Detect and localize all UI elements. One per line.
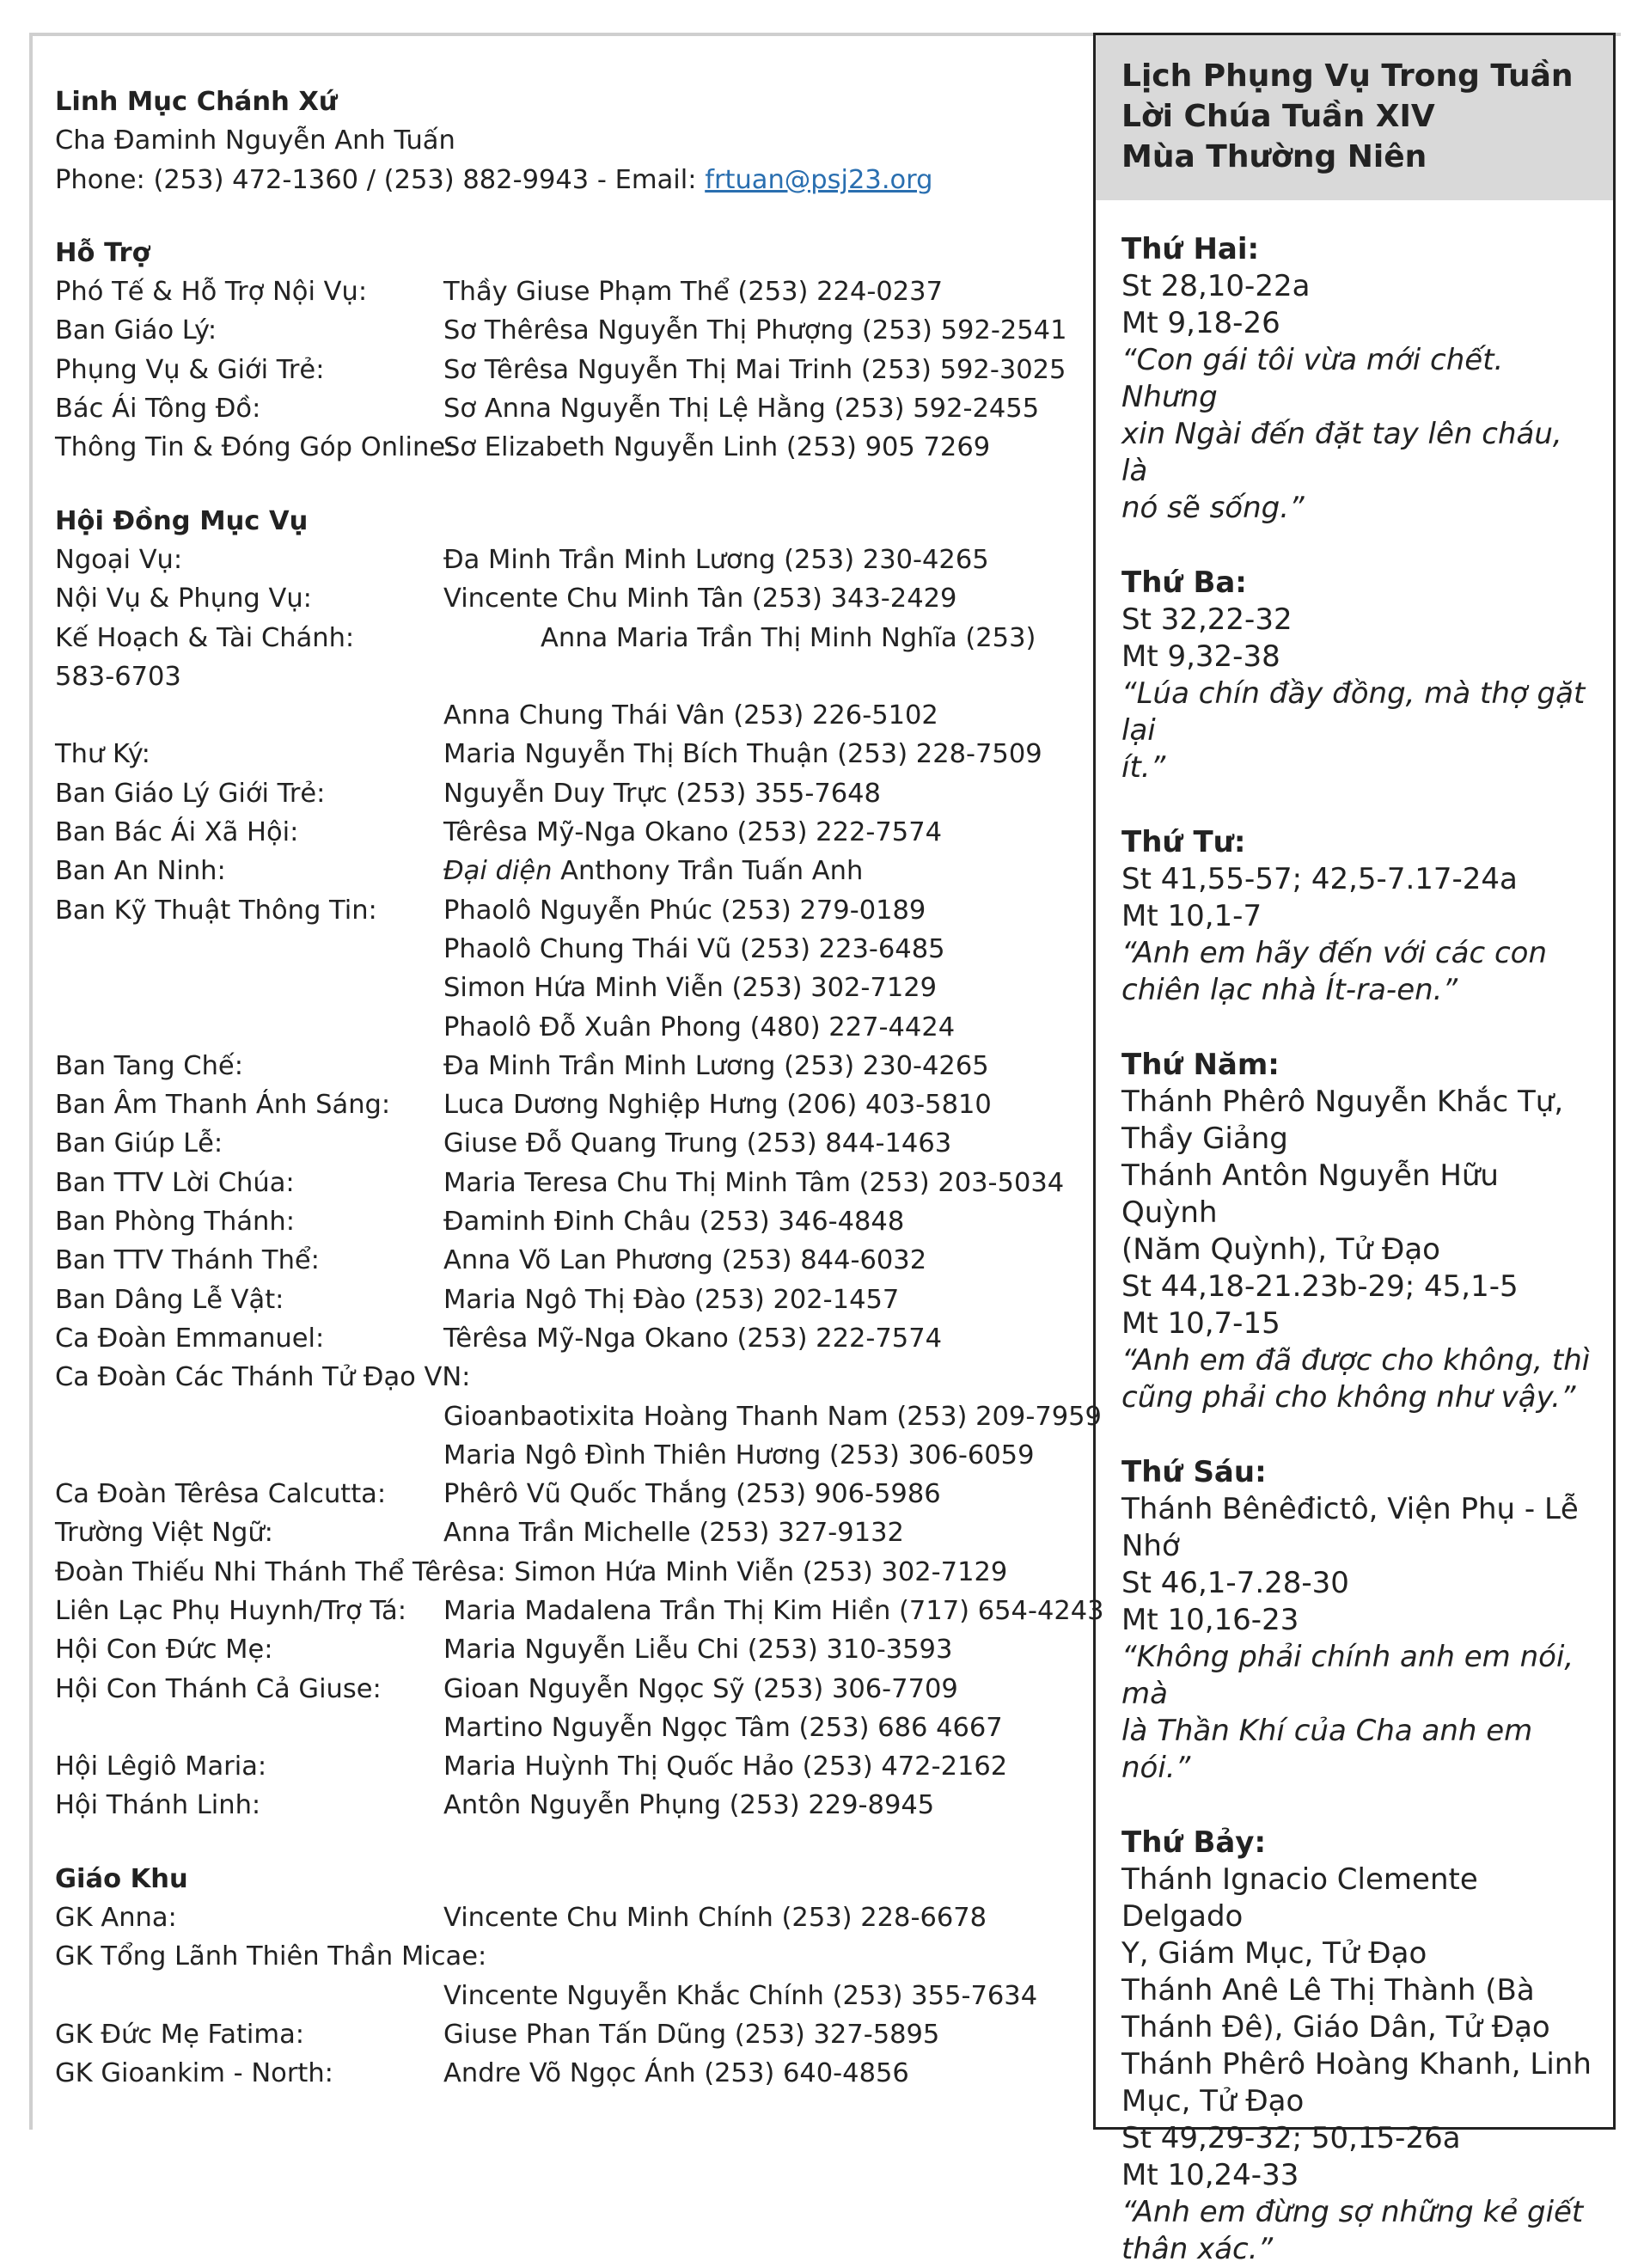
row-value: Vincente Chu Minh Chính (253) 228-6678 [443, 1903, 987, 1934]
directory-row [55, 1319, 1086, 1358]
directory-row [55, 1436, 1086, 1475]
row-value: Anna Võ Lan Phương (253) 844-6032 [443, 1245, 927, 1276]
quote-line: ít.” [1121, 750, 1166, 785]
liturgy-season: Mùa Thường Niên [1121, 139, 1427, 174]
row-value: Gioanbaotixita Hoàng Thanh Nam (253) 209-7959 [443, 1401, 1102, 1432]
row-label: Ca Đoàn Emmanuel: [55, 1323, 325, 1354]
row-label: Hội Thánh Linh: [55, 1790, 261, 1821]
row-value: Simon Hứa Minh Viễn (253) 302-7129 [443, 973, 938, 1004]
row-value: Sơ Têrêsa Nguyễn Thị Mai Trinh (253) 592-3025 [443, 354, 1066, 385]
row-value: Maria Huỳnh Thị Quốc Hảo (253) 472-2162 [443, 1751, 1008, 1782]
directory-row [55, 1670, 1086, 1709]
reading: St 41,55-57; 42,5-7.17-24a [1121, 862, 1518, 896]
directory-row [55, 813, 1086, 852]
liturgy-week: Lời Chúa Tuần XIV [1121, 99, 1435, 134]
row-value: Anna Chung Thái Vân (253) 226-5102 [443, 700, 938, 731]
quote-line: “Con gái tôi vừa mới chết. Nhưng [1121, 343, 1504, 414]
districts-heading: Giáo Khu [55, 1863, 188, 1894]
row-value: Phaolô Chung Thái Vũ (253) 223-6485 [443, 933, 945, 964]
row-label: Thông Tin & Đóng Góp Online: [55, 432, 455, 463]
pastor-phone: Phone: (253) 472-1360 / (253) 882-9943 - Email: [55, 164, 706, 195]
directory-row [55, 1047, 1086, 1085]
directory-row [55, 774, 1086, 813]
liturgy-title: Lịch Phụng Vụ Trong Tuần [1121, 58, 1574, 94]
row-value [443, 852, 863, 890]
quote-line: “Anh em hãy đến với các con [1121, 936, 1548, 970]
liturgy-days [1096, 200, 1613, 2268]
row-value: Giuse Đỗ Quang Trung (253) 844-1463 [443, 1128, 952, 1159]
row-label: Hội Lêgiô Maria: [55, 1751, 267, 1782]
quote-line: là Thần Khí của Cha anh em nói.” [1121, 1714, 1533, 1785]
row-label: GK Anna: [55, 1903, 177, 1934]
row-value: Maria Nguyễn Liễu Chi (253) 310-3593 [443, 1635, 953, 1666]
row-value: Maria Teresa Chu Thị Minh Tâm (253) 203-5034 [443, 1167, 1065, 1198]
directory-row [55, 579, 1086, 618]
row-value: Đa Minh Trần Minh Lương (253) 230-4265 [443, 544, 989, 575]
reading: St 44,18-21.23b-29; 45,1-5 [1121, 1269, 1519, 1304]
row-value: Phaolô Nguyễn Phúc (253) 279-0189 [443, 895, 926, 926]
row-value: Têrêsa Mỹ-Nga Okano (253) 222-7574 [443, 817, 943, 848]
quote-line: “Anh em đừng sợ những kẻ giết [1121, 2195, 1584, 2229]
directory-row [55, 930, 1086, 969]
directory-row [55, 1592, 1104, 1630]
reading: St 28,10-22a [1121, 269, 1311, 303]
row-label: Nội Vụ & Phụng Vụ: [55, 584, 312, 614]
row-value: Đa Minh Trần Minh Lương (253) 230-4265 [443, 1050, 989, 1081]
row-label: Ban TTV Thánh Thể: [55, 1245, 320, 1276]
directory-row [55, 1124, 1086, 1163]
row-label: Liên Lạc Phụ Huynh/Trợ Tá: [55, 1595, 406, 1626]
row-label: Thư Ký: [55, 739, 150, 770]
directory-row [55, 1977, 1086, 2015]
row-label: Ban An Ninh: [55, 856, 226, 887]
quote-line: “Lúa chín đầy đồng, mà thợ gặt lại [1121, 676, 1586, 748]
reading: St 32,22-32 [1121, 602, 1292, 637]
reading: Mt 10,16-23 [1121, 1603, 1299, 1637]
reading: Thánh Ignacio Clemente Delgado [1121, 1862, 1478, 1934]
row-value: Nguyễn Duy Trực (253) 355-7648 [443, 778, 881, 809]
reading: Mt 10,7-15 [1121, 1306, 1280, 1341]
reading: (Năm Quỳnh), Tử Đạo [1121, 1232, 1440, 1267]
row-label: Trường Việt Ngữ: [55, 1518, 273, 1549]
directory-row [55, 1513, 1086, 1552]
row-value: Phaolô Đỗ Xuân Phong (480) 227-4424 [443, 1012, 956, 1042]
reading: Mục, Tử Đạo [1121, 2084, 1305, 2118]
quote-line: chiên lạc nhà Ít-ra-en.” [1121, 973, 1458, 1007]
row-label: Ban Dâng Lễ Vật: [55, 1284, 284, 1315]
reading: Thánh Phêrô Hoàng Khanh, Linh [1121, 2047, 1592, 2082]
row-label: Phó Tế & Hỗ Trợ Nội Vụ: [55, 277, 368, 308]
directory-row [55, 1202, 1086, 1241]
row-label: Ban Giáo Lý: [55, 315, 217, 346]
directory-row [55, 1397, 1102, 1436]
directory-row [55, 541, 1086, 579]
reading: Mt 9,32-38 [1121, 639, 1280, 674]
directory-row [55, 2054, 1086, 2093]
row-label: Ca Đoàn Têrêsa Calcutta: [55, 1479, 387, 1510]
row-label: Ban Tang Chế: [55, 1050, 243, 1081]
day-friday [1121, 1454, 1594, 1787]
row-label: Ban Âm Thanh Ánh Sáng: [55, 1090, 391, 1121]
row-value: Sơ Thêrêsa Nguyễn Thị Phượng (253) 592-2541 [443, 315, 1067, 346]
reading: Y, Giám Mục, Tử Đạo [1121, 1936, 1427, 1971]
directory-row [55, 1747, 1086, 1786]
day-title: Thứ Ba: [1121, 565, 1247, 600]
row-value: Phêrô Vũ Quốc Thắng (253) 906-5986 [443, 1479, 941, 1510]
pastor-email-link[interactable]: frtuan@psj23.org [705, 164, 933, 195]
quote-line: xin Ngài đến đặt tay lên cháu, là [1121, 417, 1562, 488]
row-value: Martino Nguyễn Ngọc Tâm (253) 686 4667 [443, 1712, 1003, 1743]
row-value: Anna Maria Trần Thị Minh Nghĩa (253) [541, 622, 1036, 653]
row-label: Phụng Vụ & Giới Trẻ: [55, 354, 325, 385]
day-title: Thứ Năm: [1121, 1048, 1280, 1082]
reading: Nhớ [1121, 1529, 1180, 1563]
reading: Thầy Giảng [1121, 1122, 1288, 1156]
directory-row [55, 696, 1086, 735]
reading: Thánh Đê), Giáo Dân, Tử Đạo [1121, 2010, 1550, 2045]
pastor-name: Cha Đaminh Nguyễn Anh Tuấn [55, 125, 455, 156]
directory-row [55, 852, 1086, 890]
row-label: Ban TTV Lời Chúa: [55, 1167, 295, 1198]
row-label: Ban Giúp Lễ: [55, 1128, 223, 1159]
row-value: Maria Madalena Trần Thị Kim Hiền (717) 654-4243 [443, 1595, 1104, 1626]
directory-row-wrap: 583-6703 [55, 661, 181, 692]
directory-row [55, 311, 1086, 350]
row-value: Đaminh Đinh Châu (253) 346-4848 [443, 1207, 905, 1238]
council-heading: Hội Đồng Mục Vụ [55, 505, 309, 536]
row-value: Thầy Giuse Phạm Thể (253) 224-0237 [443, 277, 943, 308]
directory-row [55, 1241, 1086, 1280]
row-value: Sơ Anna Nguyễn Thị Lệ Hằng (253) 592-2455 [443, 394, 1040, 425]
directory-row [55, 428, 1086, 467]
row-label: Ban Giáo Lý Giới Trẻ: [55, 778, 326, 809]
row-label: Ban Phòng Thánh: [55, 1207, 295, 1238]
directory-row [55, 1630, 1086, 1669]
directory-row [55, 1937, 1086, 1976]
reading: St 49,29-32; 50,15-26a [1121, 2121, 1461, 2155]
day-tuesday [1121, 565, 1594, 786]
day-title: Thứ Tư: [1121, 825, 1246, 859]
row-label: GK Đức Mẹ Fatima: [55, 2019, 305, 2050]
row-value: Maria Ngô Thị Đào (253) 202-1457 [443, 1284, 900, 1315]
directory-row [55, 969, 1086, 1007]
quote-line: “Không phải chính anh em nói, mà [1121, 1640, 1574, 1711]
directory-row [55, 1008, 1086, 1047]
directory-row-full: Đoàn Thiếu Nhi Thánh Thể Têrêsa: Simon Hứa Minh Viễn (253) 302-7129 [55, 1556, 1008, 1587]
directory-row [55, 1164, 1086, 1202]
row-label: Kế Hoạch & Tài Chánh: [55, 622, 355, 653]
row-label: Hội Con Đức Mẹ: [55, 1635, 273, 1666]
quote-line: cũng phải cho không như vậy.” [1121, 1380, 1576, 1415]
reading: Thánh Phêrô Nguyễn Khắc Tự, [1121, 1085, 1564, 1119]
day-thursday [1121, 1047, 1594, 1416]
reading: Mt 9,18-26 [1121, 306, 1280, 340]
row-label: Ca Đoàn Các Thánh Tử Đạo VN: [55, 1362, 471, 1393]
directory-row [55, 351, 1086, 389]
row-label: GK Gioankim - North: [55, 2058, 333, 2089]
directory-row [55, 619, 1086, 657]
representative-label: Đại diện [443, 856, 553, 887]
day-wednesday [1121, 824, 1594, 1009]
row-value: Vincente Chu Minh Tân (253) 343-2429 [443, 584, 957, 614]
directory-row [55, 1709, 1086, 1747]
reading: Mt 10,1-7 [1121, 899, 1262, 933]
reading: Thánh Antôn Nguyễn Hữu Quỳnh [1121, 1158, 1499, 1230]
row-value: Anna Trần Michelle (253) 327-9132 [443, 1518, 904, 1549]
directory-row [55, 891, 1086, 930]
directory-row [55, 735, 1086, 773]
row-value: Maria Nguyễn Thị Bích Thuận (253) 228-7509 [443, 739, 1042, 770]
quote-line: thân xác.” [1121, 2232, 1274, 2266]
support-heading: Hỗ Trợ [55, 237, 150, 268]
day-title: Thứ Sáu: [1121, 1455, 1267, 1489]
pastor-contact [55, 161, 1086, 199]
directory-row [55, 272, 1086, 311]
day-monday [1121, 231, 1594, 527]
row-value: Sơ Elizabeth Nguyễn Linh (253) 905 7269 [443, 432, 991, 463]
row-value: Andre Võ Ngọc Ánh (253) 640-4856 [443, 2058, 909, 2089]
row-value: Têrêsa Mỹ-Nga Okano (253) 222-7574 [443, 1323, 943, 1354]
pastor-heading: Linh Mục Chánh Xứ [55, 87, 338, 117]
directory-row [55, 2015, 1086, 2054]
reading: Thánh Bênêđictô, Viện Phụ - Lễ [1121, 1492, 1579, 1526]
reading: Thánh Anê Lê Thị Thành (Bà [1121, 1973, 1535, 2008]
reading: Mt 10,24-33 [1121, 2158, 1299, 2192]
row-label: Ban Kỹ Thuật Thông Tin: [55, 895, 377, 926]
row-label: Ban Bác Ái Xã Hội: [55, 817, 299, 848]
row-label: Hội Con Thánh Cả Giuse: [55, 1673, 382, 1704]
directory-row [55, 1786, 1086, 1825]
row-value: Antôn Nguyễn Phụng (253) 229-8945 [443, 1790, 935, 1821]
row-value: Gioan Nguyễn Ngọc Sỹ (253) 306-7709 [443, 1673, 958, 1704]
row-value: Vincente Nguyễn Khắc Chính (253) 355-7634 [443, 1980, 1038, 2011]
row-value: Giuse Phan Tấn Dũng (253) 327-5895 [443, 2019, 940, 2050]
day-title: Thứ Bảy: [1121, 1825, 1267, 1860]
liturgy-schedule-box [1093, 33, 1616, 2266]
directory-row [55, 1475, 1086, 1513]
directory-row [55, 1358, 1086, 1397]
row-label: Bác Ái Tông Đồ: [55, 394, 261, 425]
row-label: GK Tổng Lãnh Thiên Thần Micae: [55, 1941, 487, 1972]
quote-line: “Anh em đã được cho không, thì [1121, 1343, 1591, 1378]
day-title: Thứ Hai: [1121, 232, 1260, 266]
liturgy-header [1096, 35, 1613, 200]
row-value: Luca Dương Nghiệp Hưng (206) 403-5810 [443, 1090, 992, 1121]
row-value: Maria Ngô Đình Thiên Hương (253) 306-6059 [443, 1440, 1035, 1470]
directory-column [55, 83, 1104, 2094]
quote-line: nó sẽ sống.” [1121, 491, 1305, 525]
directory-row [55, 1085, 1086, 1124]
directory-row [55, 1281, 1086, 1319]
reading: St 46,1-7.28-30 [1121, 1566, 1349, 1600]
directory-row [55, 1898, 1086, 1937]
directory-row [55, 389, 1086, 428]
day-saturday [1121, 1825, 1594, 2268]
representative-name: Anthony Trần Tuấn Anh [552, 856, 864, 887]
row-label: Ngoại Vụ: [55, 544, 183, 575]
